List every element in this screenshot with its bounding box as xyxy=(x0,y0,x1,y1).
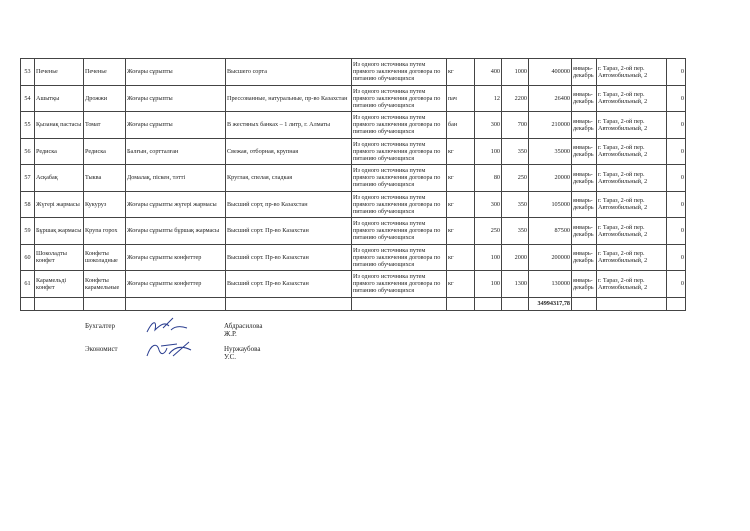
cell-row-number: 61 xyxy=(21,271,35,298)
cell-name-kazakh: Карамельді конфет xyxy=(35,271,84,298)
cell-price: 2200 xyxy=(502,85,529,112)
table-row xyxy=(21,218,686,245)
cell-name-russian: Конфеты шоколадные xyxy=(84,244,126,271)
accountant-label: Бухгалтер xyxy=(85,322,116,330)
cell-procurement-method: Из одного источника путем прямого заключения договора по питанию обучающихся xyxy=(352,244,447,271)
cell-delivery-period: январь-декабрь xyxy=(572,85,597,112)
cell-quantity: 250 xyxy=(475,218,502,245)
total-blank-cell xyxy=(502,297,529,310)
cell-name-russian: Тыква xyxy=(84,165,126,192)
cell-price: 350 xyxy=(502,138,529,165)
cell-delivery-address: г. Тараз, 2-ой пер. Автомобильный, 2 xyxy=(597,244,667,271)
cell-price: 700 xyxy=(502,112,529,139)
total-blank-cell xyxy=(352,297,447,310)
total-blank-cell xyxy=(475,297,502,310)
table-row xyxy=(21,244,686,271)
cell-price: 350 xyxy=(502,191,529,218)
cell-advance-percent: 0 xyxy=(667,85,686,112)
cell-sum: 400000 xyxy=(529,59,572,86)
cell-procurement-method: Из одного источника путем прямого заключения договора по питанию обучающихся xyxy=(352,85,447,112)
table-row xyxy=(21,85,686,112)
cell-procurement-method: Из одного источника путем прямого заключения договора по питанию обучающихся xyxy=(352,165,447,192)
cell-unit: пач xyxy=(447,85,475,112)
cell-quantity: 300 xyxy=(475,112,502,139)
total-blank-cell xyxy=(572,297,597,310)
cell-name-kazakh: Редиска xyxy=(35,138,84,165)
cell-unit: бан xyxy=(447,112,475,139)
cell-grade-kazakh: Жоғары сұрыпты xyxy=(126,85,226,112)
cell-quantity: 100 xyxy=(475,271,502,298)
cell-delivery-period: январь-декабрь xyxy=(572,244,597,271)
cell-row-number: 58 xyxy=(21,191,35,218)
cell-grade-kazakh: Домалақ, піскен, тәтті xyxy=(126,165,226,192)
cell-procurement-method: Из одного источника путем прямого заключения договора по питанию обучающихся xyxy=(352,112,447,139)
accountant-signature xyxy=(143,316,191,338)
cell-row-number: 60 xyxy=(21,244,35,271)
cell-sum: 130000 xyxy=(529,271,572,298)
cell-name-kazakh: Жүгері жармасы xyxy=(35,191,84,218)
cell-price: 1000 xyxy=(502,59,529,86)
cell-grade-russian: Высший сорт. Пр-во Казахстан xyxy=(226,244,352,271)
cell-grade-kazakh: Жоғары сұрыпты xyxy=(126,59,226,86)
cell-sum: 210000 xyxy=(529,112,572,139)
cell-name-kazakh: Ашытқы xyxy=(35,85,84,112)
total-blank-cell xyxy=(21,297,35,310)
cell-advance-percent: 0 xyxy=(667,218,686,245)
cell-sum: 35000 xyxy=(529,138,572,165)
cell-advance-percent: 0 xyxy=(667,138,686,165)
table-row xyxy=(21,191,686,218)
cell-unit: кг xyxy=(447,218,475,245)
table-body xyxy=(21,59,686,311)
table-row xyxy=(21,271,686,298)
cell-row-number: 59 xyxy=(21,218,35,245)
cell-advance-percent: 0 xyxy=(667,59,686,86)
procurement-table xyxy=(20,58,686,311)
cell-sum: 26400 xyxy=(529,85,572,112)
cell-name-russian: Крупа горох xyxy=(84,218,126,245)
economist-label: Экономист xyxy=(85,345,118,353)
cell-quantity: 12 xyxy=(475,85,502,112)
cell-name-russian: Дрожжи xyxy=(84,85,126,112)
cell-name-kazakh: Печенье xyxy=(35,59,84,86)
cell-delivery-period: январь-декабрь xyxy=(572,165,597,192)
cell-delivery-address: г. Тараз, 2-ой пер. Автомобильный, 2 xyxy=(597,271,667,298)
cell-name-russian: Конфеты карамельные xyxy=(84,271,126,298)
table-row xyxy=(21,112,686,139)
cell-grade-kazakh: Жоғары сұрыпты бұршақ жармасы xyxy=(126,218,226,245)
cell-grade-russian: Высший сорт. Пр-во Казахстан xyxy=(226,271,352,298)
cell-unit: кг xyxy=(447,244,475,271)
cell-delivery-period: январь-декабрь xyxy=(572,138,597,165)
cell-quantity: 80 xyxy=(475,165,502,192)
cell-grade-kazakh: Жоғары сұрыпты конфеттер xyxy=(126,244,226,271)
cell-procurement-method: Из одного источника путем прямого заключения договора по питанию обучающихся xyxy=(352,271,447,298)
cell-advance-percent: 0 xyxy=(667,165,686,192)
cell-unit: кг xyxy=(447,165,475,192)
cell-name-russian: Томат xyxy=(84,112,126,139)
economist-signature xyxy=(143,338,195,360)
cell-delivery-period: январь-декабрь xyxy=(572,271,597,298)
cell-grade-russian: Высший сорт. Пр-во Казахстан xyxy=(226,218,352,245)
economist-name: Нуржаубова У.С. xyxy=(224,345,261,361)
cell-unit: кг xyxy=(447,271,475,298)
cell-quantity: 100 xyxy=(475,244,502,271)
total-blank-cell xyxy=(226,297,352,310)
cell-quantity: 300 xyxy=(475,191,502,218)
cell-row-number: 56 xyxy=(21,138,35,165)
cell-sum: 200000 xyxy=(529,244,572,271)
cell-advance-percent: 0 xyxy=(667,271,686,298)
cell-procurement-method: Из одного источника путем прямого заключения договора по питанию обучающихся xyxy=(352,191,447,218)
total-blank-cell xyxy=(35,297,84,310)
cell-unit: кг xyxy=(447,138,475,165)
cell-delivery-period: январь-декабрь xyxy=(572,218,597,245)
total-blank-cell xyxy=(126,297,226,310)
cell-delivery-address: г. Тараз, 2-ой пер. Автомобильный, 2 xyxy=(597,191,667,218)
cell-procurement-method: Из одного источника путем прямого заключения договора по питанию обучающихся xyxy=(352,218,447,245)
cell-grade-russian: Круглая, спелая, сладкая xyxy=(226,165,352,192)
cell-delivery-period: январь-декабрь xyxy=(572,112,597,139)
total-blank-cell xyxy=(667,297,686,310)
cell-price: 2000 xyxy=(502,244,529,271)
cell-row-number: 57 xyxy=(21,165,35,192)
cell-name-russian: Редиска xyxy=(84,138,126,165)
cell-row-number: 54 xyxy=(21,85,35,112)
cell-grade-kazakh: Жоғары сұрыпты конфеттер xyxy=(126,271,226,298)
cell-delivery-period: январь-декабрь xyxy=(572,191,597,218)
cell-grade-kazakh: Балғын, сортталған xyxy=(126,138,226,165)
cell-sum: 20000 xyxy=(529,165,572,192)
total-row xyxy=(21,297,686,310)
cell-name-kazakh: Шоколадты конфет xyxy=(35,244,84,271)
cell-price: 250 xyxy=(502,165,529,192)
accountant-name: Абдрасилова Ж.Р. xyxy=(224,322,263,338)
cell-delivery-address: г. Тараз, 2-ой пер. Автомобильный, 2 xyxy=(597,165,667,192)
cell-sum: 105000 xyxy=(529,191,572,218)
cell-grade-russian: Высший сорт, пр-во Казахстан xyxy=(226,191,352,218)
cell-price: 1300 xyxy=(502,271,529,298)
cell-quantity: 400 xyxy=(475,59,502,86)
total-sum: 34994317,78 xyxy=(529,297,572,310)
cell-advance-percent: 0 xyxy=(667,191,686,218)
cell-procurement-method: Из одного источника путем прямого заключения договора по питанию обучающихся xyxy=(352,138,447,165)
cell-delivery-address: г. Тараз, 2-ой пер. Автомобильный, 2 xyxy=(597,59,667,86)
cell-price: 350 xyxy=(502,218,529,245)
cell-name-russian: Печенье xyxy=(84,59,126,86)
cell-row-number: 53 xyxy=(21,59,35,86)
cell-name-kazakh: Асқабақ xyxy=(35,165,84,192)
cell-delivery-address: г. Тараз, 2-ой пер. Автомобильный, 2 xyxy=(597,218,667,245)
cell-sum: 87500 xyxy=(529,218,572,245)
cell-advance-percent: 0 xyxy=(667,112,686,139)
cell-grade-russian: В жестяных банках – 1 литр, г. Алматы xyxy=(226,112,352,139)
cell-name-kazakh: Қызанақ пастасы xyxy=(35,112,84,139)
cell-delivery-address: г. Тараз, 2-ой пер. Автомобильный, 2 xyxy=(597,85,667,112)
table-row xyxy=(21,165,686,192)
table-row xyxy=(21,59,686,86)
cell-name-kazakh: Бұршақ жармасы xyxy=(35,218,84,245)
cell-grade-russian: Высшего сорта xyxy=(226,59,352,86)
cell-unit: кг xyxy=(447,191,475,218)
cell-grade-kazakh: Жоғары сұрыпты xyxy=(126,112,226,139)
cell-delivery-period: январь-декабрь xyxy=(572,59,597,86)
cell-grade-kazakh: Жоғары сұрыпты жүгері жармасы xyxy=(126,191,226,218)
cell-grade-russian: Прессованные, натуральные, пр-во Казахстан xyxy=(226,85,352,112)
cell-procurement-method: Из одного источника путем прямого заключения договора по питанию обучающихся xyxy=(352,59,447,86)
cell-quantity: 100 xyxy=(475,138,502,165)
table-row xyxy=(21,138,686,165)
cell-unit: кг xyxy=(447,59,475,86)
total-blank-cell xyxy=(84,297,126,310)
total-blank-cell xyxy=(597,297,667,310)
cell-delivery-address: г. Тараз, 2-ой пер. Автомобильный, 2 xyxy=(597,112,667,139)
cell-row-number: 55 xyxy=(21,112,35,139)
total-blank-cell xyxy=(447,297,475,310)
cell-advance-percent: 0 xyxy=(667,244,686,271)
cell-delivery-address: г. Тараз, 2-ой пер. Автомобильный, 2 xyxy=(597,138,667,165)
cell-grade-russian: Свежая, отборная, крупная xyxy=(226,138,352,165)
cell-name-russian: Кукуруз xyxy=(84,191,126,218)
